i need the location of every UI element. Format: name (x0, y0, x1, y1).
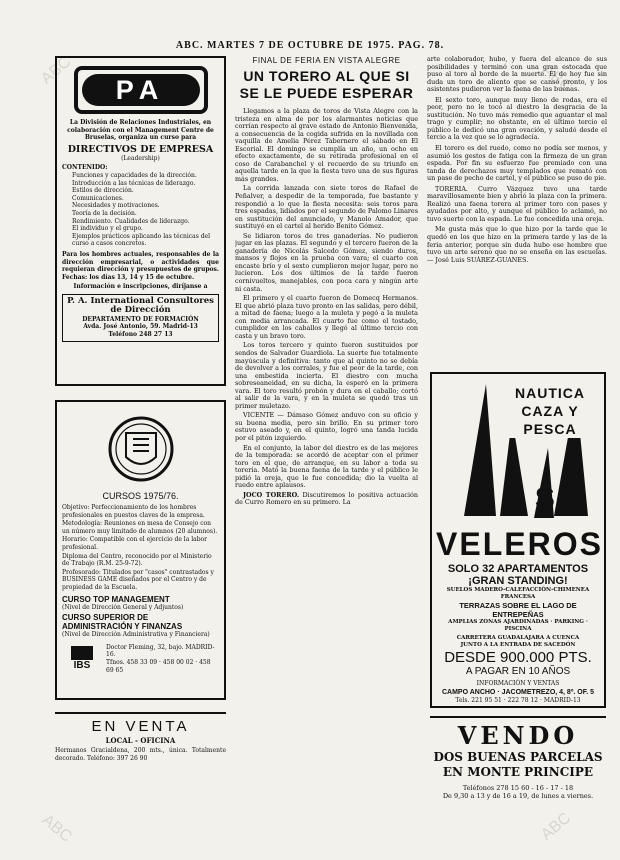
ibs-course1: CURSO TOP MANAGEMENT (62, 594, 170, 604)
ibs-ad (55, 400, 226, 700)
article-paragraph: En el conjunto, la labor del diestro es de las mejores de la temporada: se acordó de aceptar con el primer toro en el que, de arranque, en su labor a toda su torería. Mató la buena faena de la tarde y el público le pidió la oreja, que le fue concedida; dio la vuelta al ruedo entre aplausos. (235, 443, 418, 490)
ibs-courses-title: CURSOS 1975/76. (102, 491, 179, 501)
vendo-ad (430, 716, 606, 800)
pa-company-block (62, 294, 219, 342)
list-item: Introducción a las técnicas de liderazgo. (72, 179, 196, 187)
pa-company: P. A. International Consultores de Dirección (67, 295, 214, 316)
veleros-los: LOS (473, 482, 565, 515)
vendo-phones: Teléfonos 278 15 60 - 16 - 17 - 18 (462, 784, 574, 792)
veleros-phones: Tels. 221 95 51 · 222 78 12 · MADRID-13 (455, 697, 581, 704)
veleros-line4: TERRAZAS SOBRE EL LAGO DE ENTREPEÑAS (459, 601, 577, 619)
pa-contents-list (62, 172, 219, 248)
list-item: Comunicaciones. (72, 194, 124, 202)
veleros-top-text: NAUTICA CAZA Y PESCA (498, 384, 602, 438)
article-paragraph: La corrida lanzada con siete toros de Rafael de Peñalver, a despedir de la temporada, fue bastante y respondió a lo que la fiesta necesita: seis toros para tres espadas, lidiados por el segundo de Palomo Linares en sustitución del anunciado, y Manolo Amador, que sustituyó en el cartel al herido Benito Gómez. (235, 184, 418, 231)
list-item: Necesidades y motivaciones. (72, 202, 160, 210)
veleros-line6: CARRETERA GUADALAJARA A CUENCA (456, 635, 580, 641)
article-paragraph: TORERIA. Curro Vázquez tuvo una tarde maravillosamente bien y abrió la plaza con la primera. Realizó una faena torera al primer toro con pases y ayudados por alto, y aunque el público lo aclamó, no tuvo suerte con la espada. Le fue concedida una oreja. (427, 184, 607, 223)
list-item: Horario: Compatible con el ejercicio de la labor profesional. (62, 536, 208, 551)
list-item: Funciones y capacidades de la dirección. (72, 171, 197, 179)
article-paragraph: Me gusta más que lo que hizo por la tarde que le quedó en los que hizo en la primera tarde y las de la feria anterior, porque sin duda hubo ese hombre que tuvo un arte sereno que no se enseña en las escuelas. — José Luis SUÁREZ-GUANES. (427, 225, 607, 264)
veleros-line5: AMPLIAS ZONAS AJARDINADAS · PARKING · PISCINA (448, 619, 588, 632)
pa-contents-label: CONTENIDO: (62, 164, 108, 172)
article-continuation (427, 56, 607, 360)
venta-title: EN VENTA (91, 718, 190, 735)
pa-ad (55, 56, 226, 386)
list-item: Diploma del Centro, reconocido por el Ministerio de Trabajo (R.M. 25-9-72). (62, 552, 212, 568)
veleros-line1: SOLO 32 APARTAMENTOS (447, 563, 589, 575)
article-paragraph: arte colaborador, hubo, y fuera del alcance de sus posibilidades y terminó con una gran estocada que puso al toro al borde de la muerte. El de hoy fue sin duda un toro de aliento que se cansó pronto, y los asistentes pudieron ver la faena de las buenas. (427, 56, 607, 94)
pa-audience: Para los hombres actuales, responsables de la dirección empresarial, o actividades que requieran dirección y presupuestos de grupos. Fechas: los días 13, 14 y 15 de octubre. (62, 250, 219, 281)
list-item: Profesorado: Titulados por "casos" contrastados y BUSINESS GAME diseñados por el Centro y de propiedad de la Escuela. (62, 568, 214, 591)
list-item: Teoría de la decisión. (72, 209, 137, 217)
ibs-course2-sub: (Nivel de Dirección Administrativa y Financiera) (62, 631, 210, 639)
veleros-line3: SUELOS MADERO-CALEFACCIÓN-CHIMENEA FRANCESA (446, 587, 590, 600)
veleros-contact: CAMPO ANCHO · JACOMETREZO, 4, 8º. OF. 5 (441, 689, 595, 696)
ibs-course2: CURSO SUPERIOR DE ADMINISTRACIÓN Y FINANZAS (62, 613, 183, 632)
list-item: Rendimiento. Cualidades de liderazgo. (72, 217, 190, 225)
ibs-emblem-icon (106, 413, 176, 487)
vendo-hours: De 9,30 a 13 y de 16 a 19, de lunes a viernes. (442, 792, 594, 800)
pa-address: Avda. José Antonio, 59. Madrid-13 (83, 323, 198, 331)
article-headline: UN TORERO AL QUE SI SE LE PUEDE ESPERAR (239, 68, 414, 101)
article-closing (235, 492, 418, 507)
watermark: ABC (38, 53, 75, 88)
article-paragraph: El sexto toro, aunque muy lleno de rodas, era el peor, pero no le tocó al diestro la desgracia de la sustitución. No tuvo más remedio que aguantar el mal trago y cumplir; no obstante, en el último tercio el público le dedicó una gran ovación, y saludó desde el tercio a la vez que se lo agradecía. (427, 95, 607, 142)
article-paragraph: Los toros tercero y quinto fueron sustituidos por sendos de Salvador Guardiola. La suerte fue totalmente mayúscula y definitiva: tanto que al quinto no se debía de devolver a los corrales, y fue el peor de la tarde, con una embestida incierta. El diestro con mucha sobreseaneidad, en su dicha, la esperó en la primera vara. El toro resultó probón y dura en el caballo; cortó al salir de la vara, y en la muleta se quedó tras un primer muletazo. (235, 341, 418, 410)
pa-intro: La División de Relaciones Industriales, en colaboración con el Management Centre de Bruselas, organiza un curso para (67, 119, 214, 142)
list-item: Estilos de dirección. (72, 187, 134, 195)
pa-info-line: Información e inscripciones, diríjanse a (73, 283, 208, 291)
pa-subtitle: (Leadership) (121, 154, 160, 162)
article-paragraph: El torero es del ruedo, como no podía ser menos, y asumió los gestos de fatiga con la firmeza de un gran espada. Por fin su esfuerzo fue premiado con una tanda de derechazos muy templados que remató con un pase de pecho de cartel, y el público se puso de pie. (427, 144, 607, 183)
venta-ad (55, 712, 226, 763)
list-item: Ejemplos prácticos aplicando las técnicas del curso a casos concretos. (72, 232, 211, 248)
watermark: ABC (538, 61, 575, 96)
venta-subtitle: LOCAL - OFICINA (105, 736, 176, 745)
vendo-title: VENDO (457, 721, 579, 750)
article-paragraph: Llegamos a la plaza de toros de Vista Alegre con la tristeza en alma de por los alarmantes noticias que corrían respecto al grave estado de Antonio Bienvenida, a consecuencia de la cogida sufrida en la novillada con vaquilla de Amelia Pérez Tabernero el sábado en El Escorial. El domingo se cumplía un año, un ocho en efecto exactamente, de su retirada profesional en el coso de Carabanchel y el recuerdo de su triunfo en aquella tarde en la que la fiesta tuvo una de sus figuras más grandes. (235, 107, 418, 183)
veleros-line2: ¡GRAN STANDING! (468, 575, 568, 587)
veleros-ad (430, 372, 606, 708)
list-item: Metodología: Reuniones en mesa de Consejo con un número muy limitado de alumnos (20 alumnos). (62, 520, 218, 535)
pa-department: DEPARTAMENTO DE FORMACIÓN (82, 315, 199, 323)
list-item: El individuo y el grupo. (72, 225, 143, 233)
watermark: ABC (538, 809, 575, 844)
veleros-terms: A PAGAR EN 10 AÑOS (465, 666, 571, 677)
veleros-brand: VELEROS (436, 526, 603, 562)
venta-body: Hermanos Gracialdena, 200 mts., única. Totalmente decorado. Teléfono: 397 26 90 (55, 747, 226, 762)
article-kicker: FINAL DE FERIA EN VISTA ALEGRE (252, 56, 401, 65)
article-closing-label: JOCO TORERO. (243, 490, 300, 499)
veleros-info: INFORMACIÓN Y VENTAS (476, 680, 560, 687)
article-closing-text: Discutiremos lo positiva actuación de Curro Romero en su primero. La (235, 490, 418, 507)
article (235, 56, 418, 856)
pa-phone: Teléfono 248 27 13 (108, 331, 173, 339)
watermark: ABC (38, 811, 75, 846)
ibs-logo: IBS (62, 644, 102, 674)
ibs-phones: Tfnos. 458 33 09 · 458 00 02 · 458 69 65 (106, 658, 211, 674)
article-paragraph: El primero y el cuarto fueron de Domecq Hermanos. El que abrió plaza tuvo pronto en las salidas, pero débil, a mitad de faena; luego a la muleta y pegó a la muleta con media arrancada. El cuarto fue como el tostado, cumplidor en los caballos y llegó al último tercio con casta y un bravo toro. (235, 294, 418, 340)
vendo-line2: EN MONTE PRINCIPE (442, 765, 594, 779)
veleros-price: DESDE 900.000 PTS. (444, 649, 592, 666)
page-header: ABC. MARTES 7 DE OCTUBRE DE 1975. PAG. 78. (175, 40, 445, 51)
article-paragraph: Se lidiaron toros de tres ganaderías. No pudieron jugar en las plazas. El segundo y el tercero fueron de la ganadería de Nicolás Salcedo Gómez, siendo duros, mansos y flojos en la prueba con vara; el cuarto con encaste brío y el sexto cumplieron mejor lugar, pero no lucieron. Los dos últimos de la tarde fueron cornivueltos, manejables, con poca cara y ningún arte ni casta. (235, 231, 418, 293)
veleros-line7: JUNTO A LA ENTRADA DE SACEDÓN (460, 642, 576, 648)
ibs-course1-sub: (Nivel de Dirección General y Adjuntos) (62, 603, 184, 611)
pa-title: DIRECTIVOS DE EMPRESA (67, 143, 214, 155)
vendo-line1: DOS BUENAS PARCELAS (433, 750, 603, 764)
pa-logo: PA (74, 66, 208, 114)
article-paragraph: VICENTE — Dámaso Gómez anduvo con su oficio y su buena media, pero sin brillo. En su primer toro estuvo aseado y, en el quinto, logró una tanda lucida por el pitón izquierdo. (235, 411, 418, 442)
list-item: Objetivo: Perfeccionamiento de los hombres profesionales en puestos claves de la empresa. (62, 504, 205, 519)
ibs-address: Doctor Fleming, 32, bajo. MADRID-16. (106, 643, 215, 659)
